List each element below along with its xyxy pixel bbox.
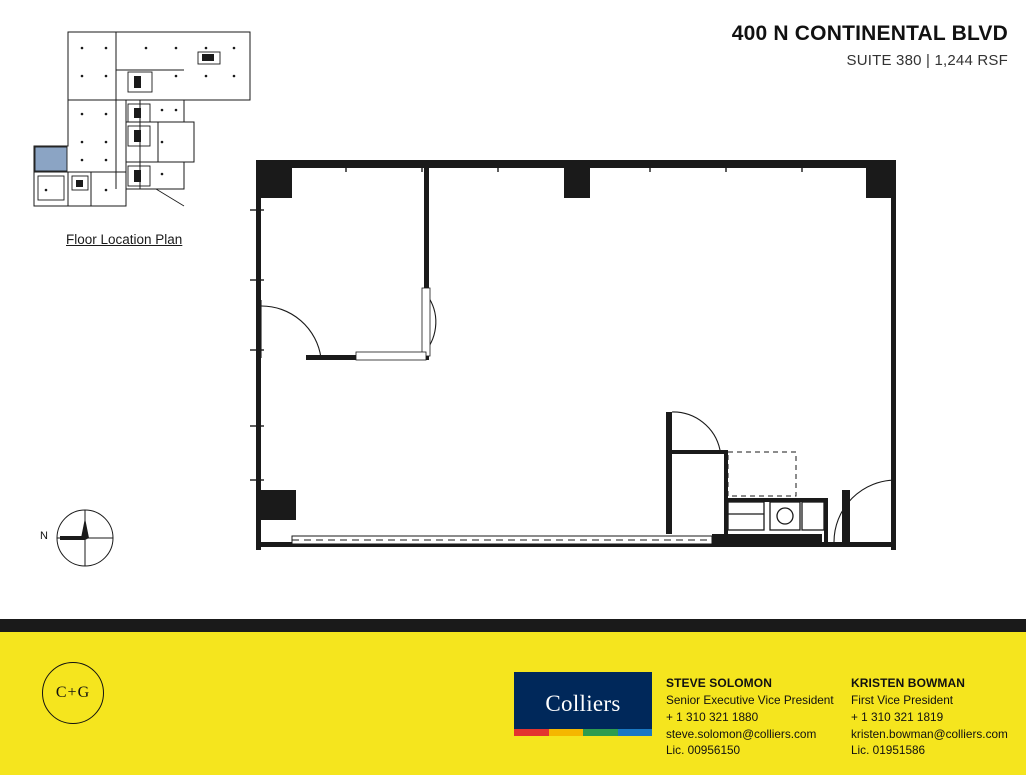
- cg-badge: C+G: [42, 662, 104, 724]
- suite-floor-plan: [246, 150, 916, 580]
- compass-rose: [40, 500, 130, 580]
- floor-location-plan-drawing: [16, 14, 266, 229]
- contact-phone[interactable]: + 1 310 321 1880: [666, 709, 759, 724]
- contact-name: KRISTEN BOWMAN: [851, 676, 966, 690]
- colliers-wordmark: Colliers: [545, 691, 621, 716]
- compass-icon: [40, 500, 130, 580]
- contact-title: First Vice President: [851, 693, 954, 708]
- highlighted-suite: [35, 147, 67, 171]
- document-header: [732, 22, 1008, 69]
- floor-location-plan: [16, 14, 266, 247]
- contact-license: Lic. 01951586: [851, 743, 926, 758]
- colliers-logo-stripe: [514, 729, 652, 736]
- contact-name: STEVE SOLOMON: [666, 676, 772, 690]
- suite-floor-plan-drawing: [246, 150, 916, 580]
- contact-kristen-bowman: [851, 675, 1008, 759]
- contact-license: Lic. 00956150: [666, 743, 741, 758]
- footer-bar: [0, 632, 1026, 775]
- contact-email[interactable]: steve.solomon@colliers.com: [666, 726, 817, 741]
- contact-title: Senior Executive Vice President: [666, 693, 834, 708]
- page-subtitle: SUITE 380 | 1,244 RSF: [846, 52, 1008, 70]
- page-title: 400 N CONTINENTAL BLVD: [731, 22, 1008, 45]
- colliers-logo: [514, 672, 652, 736]
- footer-divider: [0, 619, 1026, 632]
- contact-email[interactable]: kristen.bowman@colliers.com: [851, 726, 1008, 741]
- compass-north-label: N: [40, 530, 48, 542]
- floor-location-plan-caption: Floor Location Plan: [66, 232, 183, 247]
- contact-phone[interactable]: + 1 310 321 1819: [851, 709, 944, 724]
- contact-steve-solomon: [666, 675, 834, 759]
